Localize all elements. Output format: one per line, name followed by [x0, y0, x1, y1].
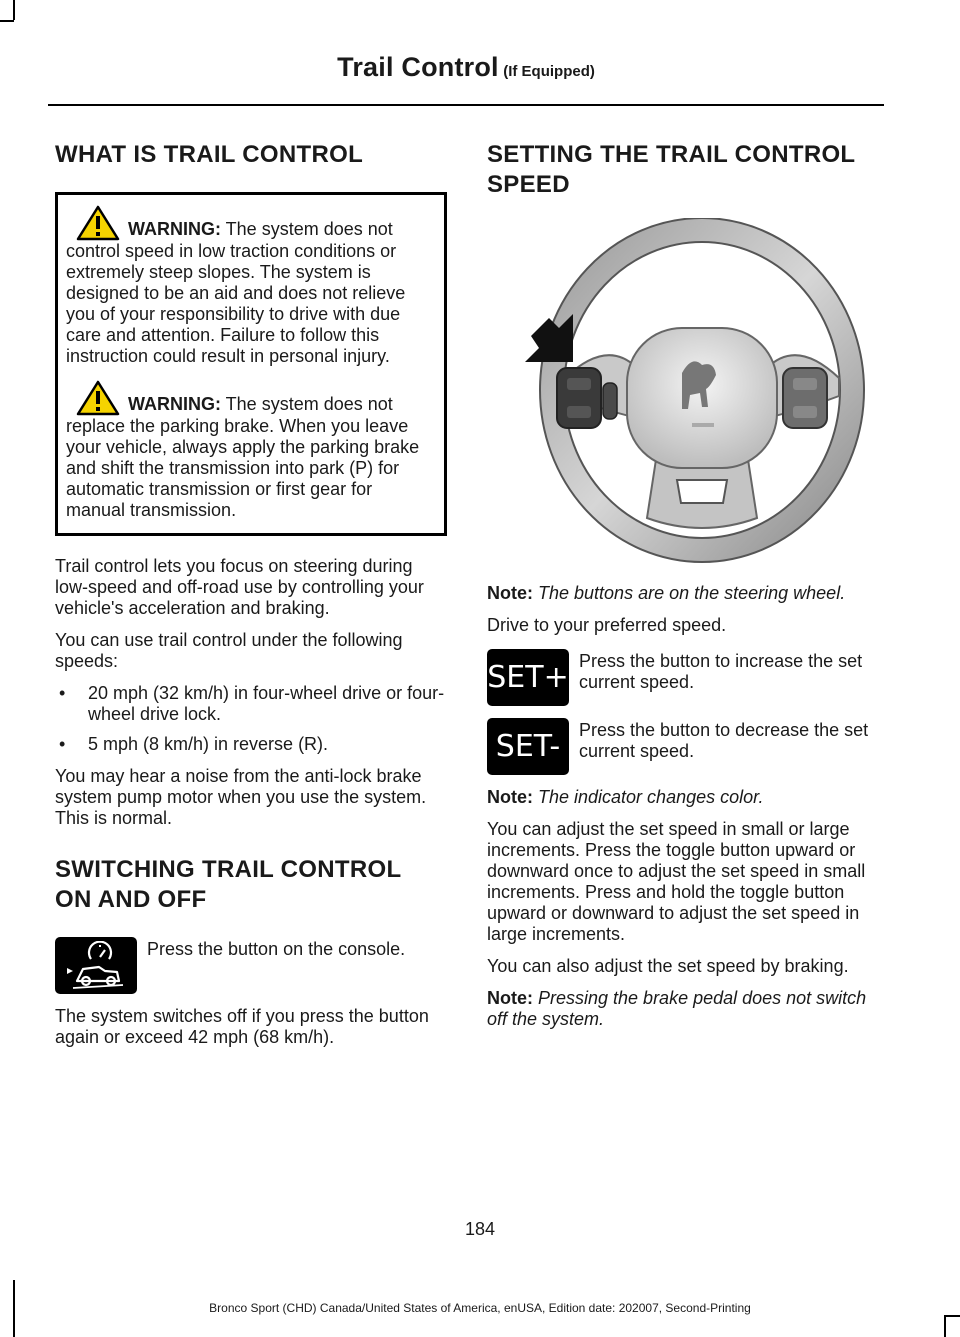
body-paragraph: You can use trail control under the following speeds:: [55, 630, 403, 671]
warning-label: WARNING:: [128, 394, 221, 414]
crop-mark: [944, 1315, 946, 1337]
list-item: • 5 mph (8 km/h) in reverse (R).: [55, 734, 447, 755]
trail-control-icon: [55, 937, 137, 994]
set-plus-text: Press the button to increase the set current speed.: [579, 651, 863, 692]
set-minus-text: Press the button to decrease the set current speed.: [579, 720, 869, 761]
section-heading-setting-speed: [487, 140, 882, 200]
list-item: • 20 mph (32 km/h) in four-wheel drive or four-wheel drive lock.: [55, 683, 447, 725]
crop-mark: [944, 1315, 960, 1317]
page-title-qualifier: (If Equipped): [503, 63, 595, 80]
body-paragraph: You can also adjust the set speed by braking.: [487, 956, 849, 976]
crop-mark: [13, 0, 15, 20]
set-minus-button-icon: [487, 718, 569, 775]
warning-paragraph: [66, 380, 436, 521]
heading-line: SPEED: [487, 171, 570, 198]
trail-control-icon: [61, 941, 131, 991]
note-text: Pressing the brake pedal does not switch off the system.: [487, 988, 867, 1029]
set-minus-label: SET-: [495, 729, 561, 764]
note-label: Note:: [487, 988, 533, 1008]
left-column: [55, 140, 447, 1059]
warning-label: WARNING:: [128, 219, 221, 239]
page-number: 184: [464, 1219, 496, 1239]
console-button-row: [55, 937, 447, 994]
note-label: Note:: [487, 787, 533, 807]
heading-line: SETTING THE TRAIL CONTROL: [487, 141, 856, 168]
steering-wheel-icon: [487, 218, 882, 563]
page-header: [48, 52, 884, 106]
warning-triangle-icon: [76, 205, 120, 241]
page-title: Trail Control: [337, 52, 499, 82]
warning-text: The system does not control speed in low traction conditions or extremely steep slopes. The system is designed to be an aid and does not relieve you of your responsibility to drive with due care and attention. Failure to follow this instruction could result in personal injury.: [66, 219, 406, 366]
warning-paragraph: [66, 205, 436, 367]
note-paragraph: [487, 583, 882, 604]
warning-box: [55, 192, 447, 536]
right-column: [487, 140, 882, 1041]
body-paragraph: Drive to your preferred speed.: [487, 615, 727, 635]
note-paragraph: [487, 787, 882, 808]
body-paragraph: Trail control lets you focus on steering during low-speed and off-road use by controlling your vehicle's acceleration and braking.: [55, 556, 424, 618]
console-button-text: Press the button on the console.: [147, 939, 406, 959]
heading-line: ON AND OFF: [55, 886, 207, 913]
body-paragraph: You may hear a noise from the anti-lock brake system pump motor when you use the system. This is normal.: [55, 766, 427, 828]
page-footer: Bronco Sport (CHD) Canada/United States of America, enUSA, Edition date: 202007, Second-Printing: [209, 1301, 751, 1315]
set-minus-row: [487, 718, 882, 775]
heading-line: SWITCHING TRAIL CONTROL: [55, 856, 402, 883]
set-plus-button-icon: [487, 649, 569, 706]
section-heading-what-is: WHAT IS TRAIL CONTROL: [55, 141, 364, 168]
steering-wheel-illustration: [487, 218, 882, 563]
set-plus-row: [487, 649, 882, 706]
note-text: The buttons are on the steering wheel.: [533, 583, 846, 603]
body-paragraph: You can adjust the set speed in small or large increments. Press the toggle button upward or downward once to adjust the set speed in small increments. Press and hold the toggle button upward or downward to adjust the set speed in large increments.: [487, 819, 866, 944]
note-label: Note:: [487, 583, 533, 603]
warning-text: The system does not replace the parking brake. When you leave your vehicle, always apply the parking brake and shift the transmission into park (P) for automatic transmission or first gear for manual transmission.: [66, 394, 420, 520]
crop-mark: [0, 20, 14, 22]
speed-list: [55, 683, 447, 755]
note-text: The indicator changes color.: [533, 787, 764, 807]
note-paragraph: [487, 988, 882, 1030]
warning-triangle-icon: [76, 380, 120, 416]
body-paragraph: The system switches off if you press the button again or exceed 42 mph (68 km/h).: [55, 1006, 429, 1047]
section-heading-switching: [55, 855, 447, 915]
set-plus-label: SET+: [487, 660, 569, 695]
